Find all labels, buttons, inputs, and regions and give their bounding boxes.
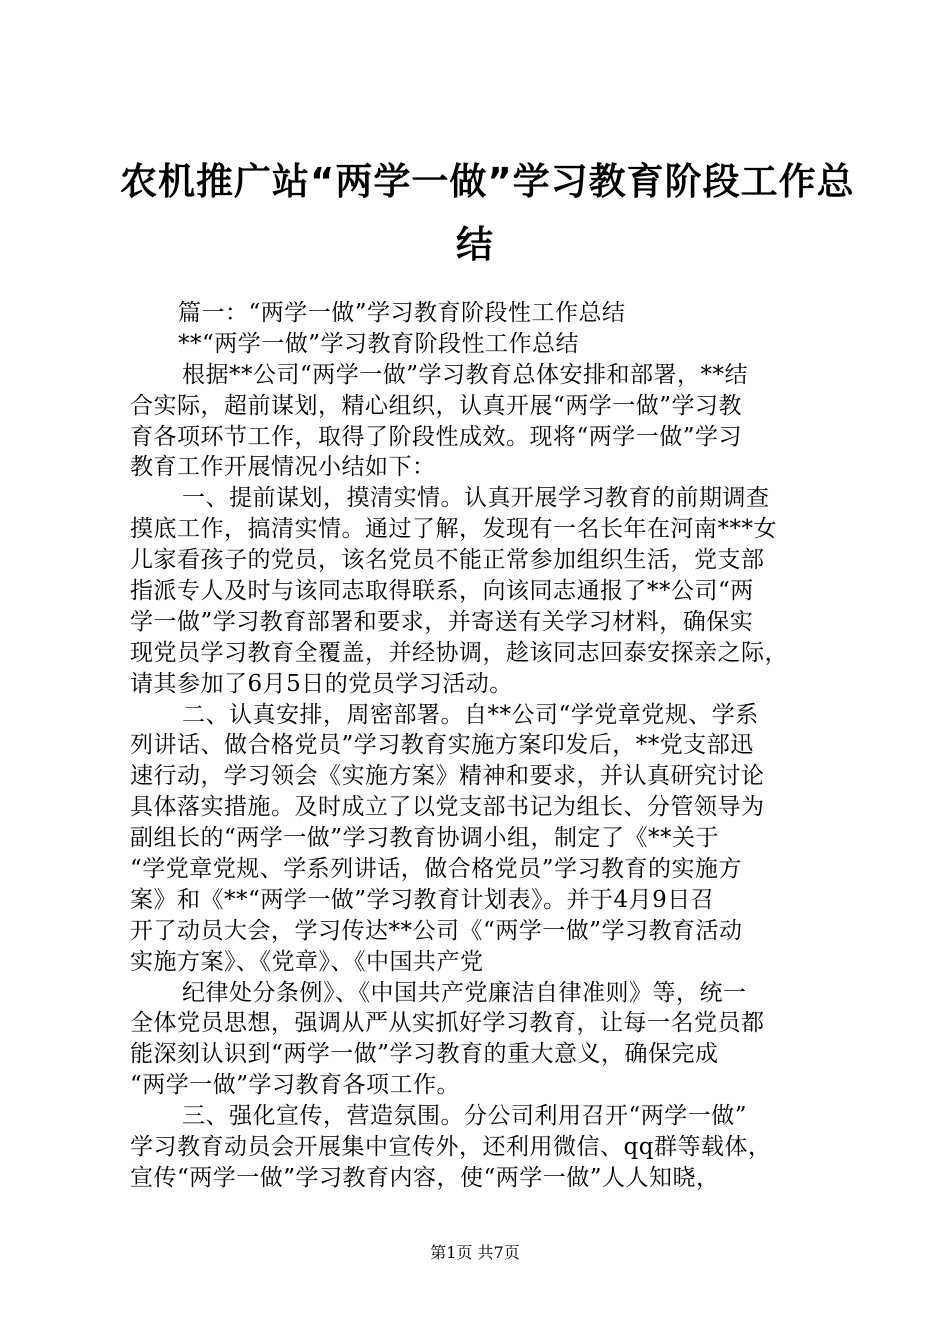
document-title-line-1: 农机推广站“两学一做”学习教育阶段工作总	[120, 160, 855, 203]
paragraph-line: 指派专人及时与该同志取得联系，向该同志通报了**公司“两	[130, 578, 754, 605]
paragraph-line: 学一做”学习教育部署和要求，并寄送有关学习材料，确保实	[130, 608, 754, 635]
paragraph-line: 具体落实措施。及时成立了以党支部书记为组长、分管领导为	[130, 794, 765, 821]
paragraph-line: 摸底工作，搞清实情。通过了解，发现有一名长年在河南***女	[130, 516, 777, 543]
paragraph-line: 育各项环节工作，取得了阶段性成效。现将“两学一做”学习	[130, 423, 743, 450]
paragraph-line: 纪律处分条例》、《中国共产党廉洁自律准则》等，统一	[182, 979, 747, 1006]
paragraph-line: 请其参加了6月5日的党员学习活动。	[130, 670, 513, 697]
paragraph-line: 副组长的“两学一做”学习教育协调小组，制定了《**关于	[130, 825, 720, 852]
section-subheading: **“两学一做”学习教育阶段性工作总结	[178, 330, 580, 357]
paragraph-line: 速行动，学习领会《实施方案》精神和要求，并认真研究讨论	[130, 763, 765, 790]
paragraph-line: 案》和《**“两学一做”学习教育计划表》。并于4月9日召	[130, 886, 715, 913]
paragraph-line: 能深刻认识到“两学一做”学习教育的重大意义，确保完成	[130, 1041, 719, 1068]
section-heading: 篇一：“两学一做”学习教育阶段性工作总结	[178, 300, 626, 326]
document-title-line-2: 结	[456, 223, 494, 266]
paragraph-line: 宣传“两学一做”学习教育内容，使“两学一做”人人知晓，	[130, 1164, 720, 1191]
paragraph-line: 现党员学习教育全覆盖，并经协调，趁该同志回泰安探亲之际，	[130, 639, 788, 666]
paragraph-line: 一、提前谋划，摸清实情。认真开展学习教育的前期调查	[182, 485, 770, 512]
paragraph-line: 二、认真安排，周密部署。自**公司“学党章党规、学系	[182, 701, 759, 728]
document-body	[130, 298, 830, 1194]
paragraph-line: “学党章党规、学系列讲话，做合格党员”学习教育的实施方	[130, 856, 743, 883]
paragraph-line: 学习教育动员会开展集中宣传外，还利用微信、qq群等载体，	[130, 1134, 772, 1161]
paragraph-line: 开了动员大会，学习传达**公司《“两学一做”学习教育活动	[130, 917, 743, 944]
paragraph-line: 三、强化宣传，营造氛围。分公司利用召开“两学一做”	[182, 1103, 748, 1130]
paragraph-line: 教育工作开展情况小结如下：	[130, 454, 436, 481]
paragraph-line: 全体党员思想，强调从严从实抓好学习教育，让每一名党员都	[130, 1010, 765, 1037]
paragraph-line: “两学一做”学习教育各项工作。	[130, 1072, 461, 1099]
paragraph-line: 儿家看孩子的党员，该名党员不能正常参加组织生活，党支部	[130, 547, 765, 574]
paragraph-line: 实施方案》、《党章》、《中国共产党	[130, 948, 484, 975]
page-number: 第1页 共7页	[430, 1243, 520, 1262]
paragraph-line: 根据**公司“两学一做”学习教育总体安排和部署，**结	[182, 361, 749, 388]
paragraph-line: 合实际，超前谋划，精心组织，认真开展“两学一做”学习教	[130, 392, 743, 419]
paragraph-line: 列讲话、做合格党员”学习教育实施方案印发后，**党支部迅	[130, 732, 754, 759]
